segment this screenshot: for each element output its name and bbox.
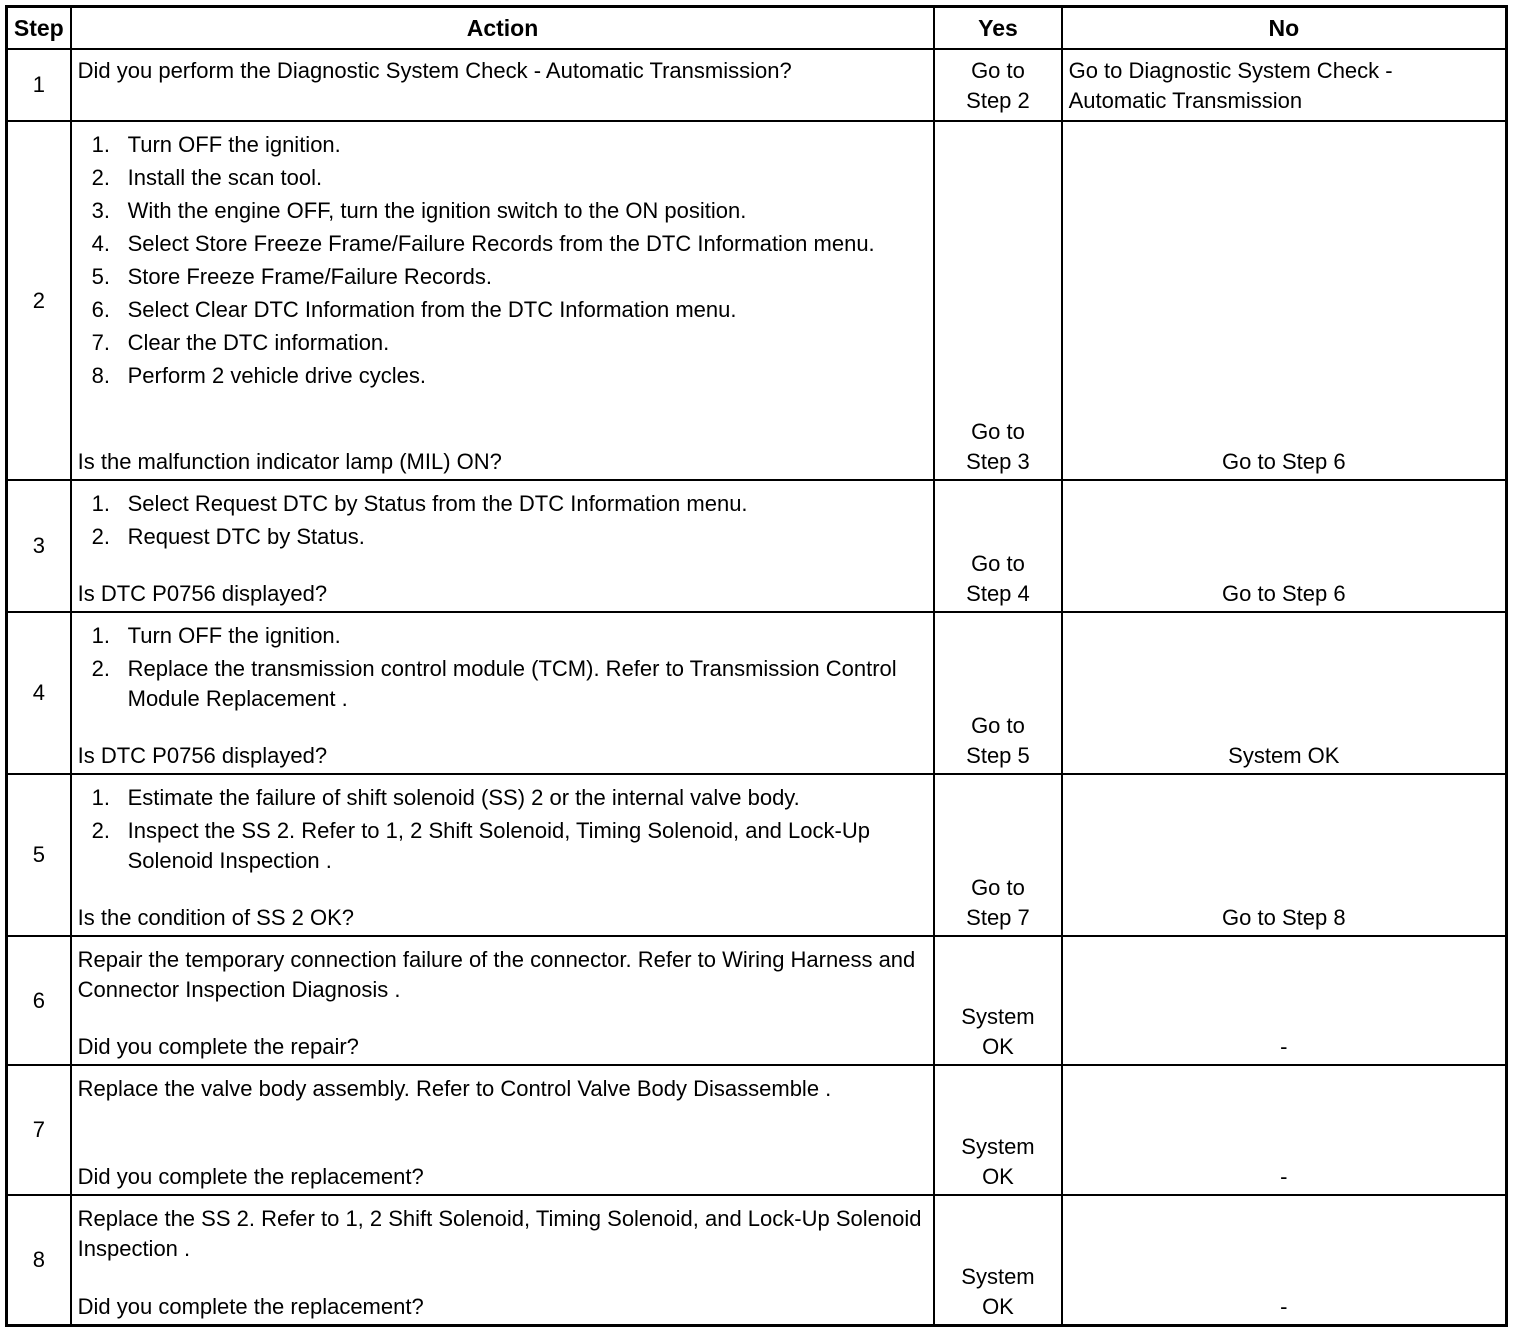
action-text: Did you perform the Diagnostic System Check - Automatic Transmission? [77,58,792,83]
no-cell [1062,1195,1507,1326]
yes-cell [934,936,1061,1065]
procedure-list [78,783,928,876]
no-cell [1062,480,1507,612]
table-row [7,480,1507,612]
yes-line2: Step 2 [966,88,1030,113]
list-item: 7. Clear the DTC information. [91,330,390,355]
list-item: 4. Select Store Freeze Frame/Failure Records from the DTC Information menu. [91,231,875,256]
table-row [7,121,1507,480]
yes-line2: Step 5 [966,743,1030,768]
no-cell [1062,774,1507,936]
table-row [7,49,1507,121]
step-number: 5 [7,774,71,936]
list-item: 1. Turn OFF the ignition. [91,132,341,157]
yes-line2: Step 4 [966,581,1030,606]
procedure-list [78,130,928,391]
list-item: 1. Select Request DTC by Status from the DTC Information menu. [91,491,748,516]
list-item: 1. Estimate the failure of shift solenoid (SS) 2 or the internal valve body. [91,785,800,810]
list-item: 8. Perform 2 vehicle drive cycles. [91,363,426,388]
step-number: 2 [7,121,71,480]
yes-cell [934,1065,1061,1195]
no-text: - [1280,1164,1288,1189]
yes-cell [934,1195,1061,1326]
action-cell [71,49,935,121]
yes-line1: Go to [971,551,1025,576]
no-line2: Automatic Transmission [1068,88,1303,113]
action-cell [71,936,935,1065]
yes-line1: System [961,1134,1035,1159]
no-cell [1062,121,1507,480]
table-row [7,1195,1507,1326]
yes-cell [934,774,1061,936]
header-yes: Yes [934,7,1061,50]
list-item: 1. Turn OFF the ignition. [91,623,341,648]
yes-line1: Go to [971,875,1025,900]
action-cell [71,1065,935,1195]
question-text: Is the malfunction indicator lamp (MIL) ON? [77,449,502,474]
question-text: Is the condition of SS 2 OK? [77,905,355,930]
header-no: No [1062,7,1507,50]
yes-cell [934,121,1061,480]
question-text: Did you complete the replacement? [77,1294,424,1319]
no-cell [1062,49,1507,121]
yes-cell [934,612,1061,774]
yes-line1: Go to [971,713,1025,738]
question-text: Did you complete the replacement? [77,1164,424,1189]
no-cell [1062,936,1507,1065]
question-text: Did you complete the repair? [77,1034,359,1059]
action-text: Replace the valve body assembly. Refer to Control Valve Body Disassemble . [77,1076,832,1101]
header-row [7,7,1507,50]
step-number: 3 [7,480,71,612]
diagnostic-table [5,5,1508,1327]
action-cell [71,121,935,480]
yes-line1: Go to [971,419,1025,444]
no-text: - [1280,1034,1288,1059]
yes-line1: System [961,1004,1035,1029]
step-number: 1 [7,49,71,121]
action-cell [71,612,935,774]
question-text: Is DTC P0756 displayed? [77,743,328,768]
no-text: System OK [1228,743,1340,768]
action-text: Replace the SS 2. Refer to 1, 2 Shift Solenoid, Timing Solenoid, and Lock-Up Solenoid Inspection . [77,1206,922,1261]
procedure-list [78,621,928,714]
yes-line1: Go to [971,58,1025,83]
list-item: 2. Replace the transmission control module (TCM). Refer to Transmission Control Module Replacement . [91,656,897,711]
list-item: 2. Inspect the SS 2. Refer to 1, 2 Shift Solenoid, Timing Solenoid, and Lock-Up Solenoid Inspection . [91,818,870,873]
question-text: Is DTC P0756 displayed? [77,581,328,606]
yes-line2: Step 3 [966,449,1030,474]
action-cell [71,480,935,612]
table-row [7,936,1507,1065]
list-item: 3. With the engine OFF, turn the ignition switch to the ON position. [91,198,747,223]
step-number: 8 [7,1195,71,1326]
yes-line2: OK [982,1294,1014,1319]
list-item: 5. Store Freeze Frame/Failure Records. [91,264,492,289]
yes-line1: System [961,1264,1035,1289]
step-number: 6 [7,936,71,1065]
list-item: 6. Select Clear DTC Information from the DTC Information menu. [91,297,737,322]
no-text: Go to Step 6 [1222,449,1346,474]
step-number: 4 [7,612,71,774]
no-cell [1062,1065,1507,1195]
step-number: 7 [7,1065,71,1195]
yes-cell [934,49,1061,121]
yes-cell [934,480,1061,612]
no-text: - [1280,1294,1288,1319]
no-text: Go to Step 6 [1222,581,1346,606]
action-text: Repair the temporary connection failure of the connector. Refer to Wiring Harness and Connector Inspection Diagnosis . [77,947,916,1002]
action-cell [71,1195,935,1326]
no-line1: Go to Diagnostic System Check - [1068,58,1393,83]
header-action: Action [71,7,935,50]
no-text: Go to Step 8 [1222,905,1346,930]
table-row [7,612,1507,774]
header-step: Step [7,7,71,50]
yes-line2: OK [982,1164,1014,1189]
table-row [7,774,1507,936]
procedure-list [78,489,928,552]
list-item: 2. Install the scan tool. [91,165,323,190]
table-row [7,1065,1507,1195]
yes-line2: OK [982,1034,1014,1059]
action-cell [71,774,935,936]
yes-line2: Step 7 [966,905,1030,930]
no-cell [1062,612,1507,774]
list-item: 2. Request DTC by Status. [91,524,365,549]
